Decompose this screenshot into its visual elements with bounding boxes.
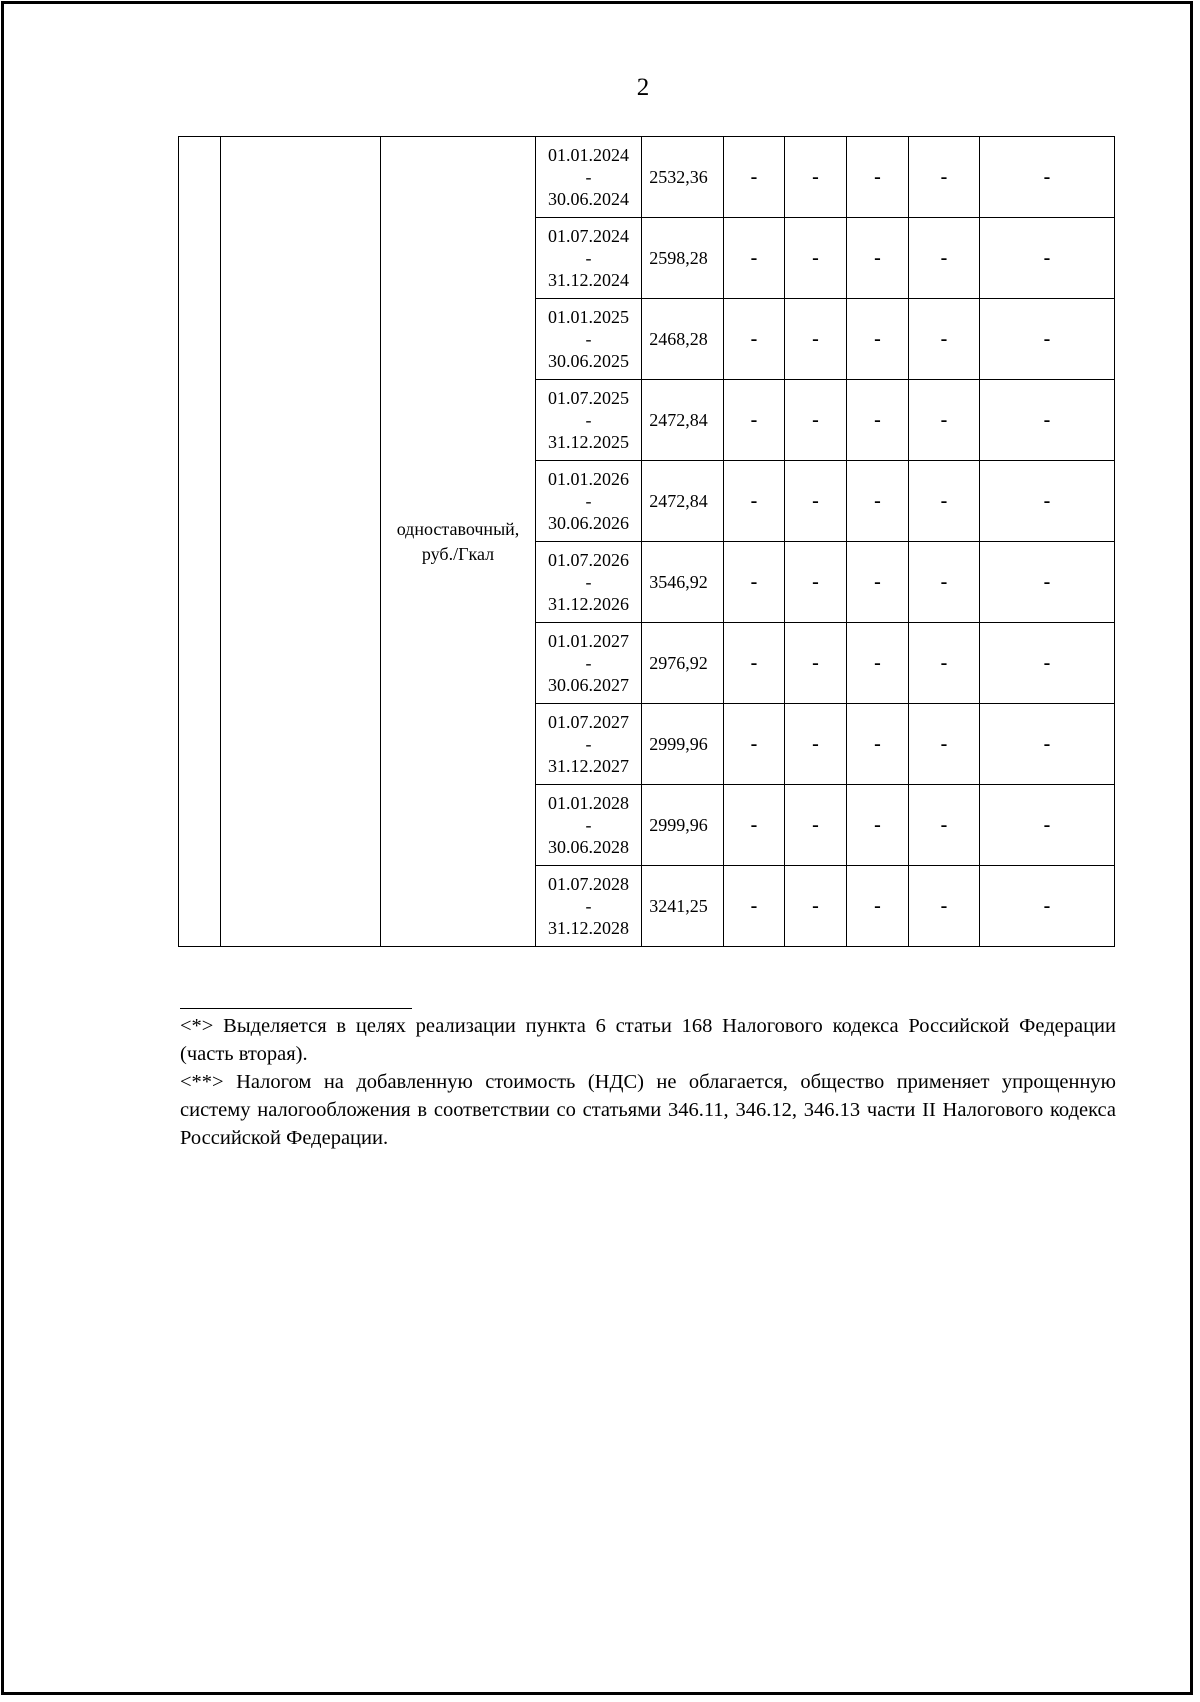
period-end: 30.06.2024 bbox=[548, 189, 629, 209]
empty-value-cell: - bbox=[909, 137, 980, 218]
empty-value-cell: - bbox=[909, 704, 980, 785]
empty-value-cell: - bbox=[724, 218, 785, 299]
period-sep: - bbox=[585, 572, 592, 592]
period-start: 01.07.2024 bbox=[548, 226, 629, 246]
period-cell bbox=[536, 623, 642, 704]
empty-value-cell: - bbox=[909, 785, 980, 866]
empty-value-cell: - bbox=[785, 704, 847, 785]
period-sep: - bbox=[585, 410, 592, 430]
tariff-table-body bbox=[179, 137, 1115, 947]
empty-value-cell: - bbox=[785, 623, 847, 704]
empty-value-cell: - bbox=[724, 137, 785, 218]
empty-value-cell: - bbox=[847, 218, 909, 299]
footnote-vat-exempt: <**> Налогом на добавленную стоимость (НДС) не облагается, общество применяет упрощенную систему налогообложения в соответствии со статьями 346.11, 346.12, 346.13 части II Налогового кодекса Российской Федерации. bbox=[180, 1071, 1116, 1149]
period-cell bbox=[536, 299, 642, 380]
empty-value-cell: - bbox=[847, 299, 909, 380]
period-start: 01.07.2027 bbox=[548, 712, 629, 732]
empty-value-cell: - bbox=[847, 542, 909, 623]
footnote-divider bbox=[180, 1008, 412, 1009]
empty-value-cell: - bbox=[847, 461, 909, 542]
period-sep: - bbox=[585, 896, 592, 916]
empty-value-cell: - bbox=[847, 137, 909, 218]
empty-value-cell: - bbox=[847, 785, 909, 866]
empty-value-cell: - bbox=[785, 866, 847, 947]
period-cell bbox=[536, 785, 642, 866]
empty-value-cell: - bbox=[724, 785, 785, 866]
empty-value-cell: - bbox=[724, 704, 785, 785]
tariff-value-cell: 2472,84 bbox=[642, 380, 724, 461]
empty-value-cell: - bbox=[724, 380, 785, 461]
period-sep: - bbox=[585, 491, 592, 511]
tariff-value-cell: 3546,92 bbox=[642, 542, 724, 623]
empty-value-cell: - bbox=[785, 218, 847, 299]
tariff-table bbox=[178, 136, 1115, 947]
period-sep: - bbox=[585, 248, 592, 268]
empty-value-cell: - bbox=[980, 380, 1115, 461]
footnotes bbox=[180, 1012, 1116, 1152]
empty-value-cell: - bbox=[785, 542, 847, 623]
period-cell bbox=[536, 218, 642, 299]
row-number-cell bbox=[179, 137, 221, 947]
empty-value-cell: - bbox=[980, 866, 1115, 947]
empty-value-cell: - bbox=[980, 137, 1115, 218]
empty-value-cell: - bbox=[785, 461, 847, 542]
tariff-unit-line: руб./Гкал bbox=[421, 543, 495, 564]
tariff-value-cell: 2976,92 bbox=[642, 623, 724, 704]
period-end: 30.06.2025 bbox=[548, 351, 629, 371]
period-start: 01.01.2026 bbox=[548, 469, 629, 489]
empty-value-cell: - bbox=[980, 461, 1115, 542]
period-end: 31.12.2026 bbox=[548, 594, 629, 614]
empty-value-cell: - bbox=[909, 866, 980, 947]
tariff-value-cell: 2999,96 bbox=[642, 704, 724, 785]
empty-value-cell: - bbox=[785, 137, 847, 218]
empty-value-cell: - bbox=[785, 380, 847, 461]
organization-cell bbox=[221, 137, 381, 947]
period-sep: - bbox=[585, 734, 592, 754]
empty-value-cell: - bbox=[847, 380, 909, 461]
footnote-vat-allocation: <*> Выделяется в целях реализации пункта 6 статьи 168 Налогового кодекса Российской Федерации (часть вторая). bbox=[180, 1015, 1116, 1065]
period-cell bbox=[536, 461, 642, 542]
tariff-unit-line: одноставочный, bbox=[396, 518, 520, 539]
period-end: 31.12.2025 bbox=[548, 432, 629, 452]
empty-value-cell: - bbox=[980, 623, 1115, 704]
period-start: 01.07.2028 bbox=[548, 874, 629, 894]
period-end: 30.06.2027 bbox=[548, 675, 629, 695]
period-end: 31.12.2024 bbox=[548, 270, 629, 290]
tariff-row bbox=[179, 137, 1115, 218]
empty-value-cell: - bbox=[847, 866, 909, 947]
period-end: 31.12.2027 bbox=[548, 756, 629, 776]
tariff-value-cell: 2598,28 bbox=[642, 218, 724, 299]
empty-value-cell: - bbox=[980, 299, 1115, 380]
period-start: 01.07.2025 bbox=[548, 388, 629, 408]
tariff-value-cell: 3241,25 bbox=[642, 866, 724, 947]
empty-value-cell: - bbox=[980, 704, 1115, 785]
period-start: 01.01.2024 bbox=[548, 145, 629, 165]
page-number: 2 bbox=[636, 74, 650, 101]
empty-value-cell: - bbox=[847, 704, 909, 785]
period-end: 30.06.2026 bbox=[548, 513, 629, 533]
period-sep: - bbox=[585, 167, 592, 187]
period-cell bbox=[536, 380, 642, 461]
empty-value-cell: - bbox=[909, 542, 980, 623]
tariff-value-cell: 2532,36 bbox=[642, 137, 724, 218]
empty-value-cell: - bbox=[724, 623, 785, 704]
empty-value-cell: - bbox=[724, 866, 785, 947]
empty-value-cell: - bbox=[724, 299, 785, 380]
empty-value-cell: - bbox=[980, 542, 1115, 623]
period-start: 01.01.2025 bbox=[548, 307, 629, 327]
period-sep: - bbox=[585, 815, 592, 835]
empty-value-cell: - bbox=[909, 299, 980, 380]
empty-value-cell: - bbox=[909, 218, 980, 299]
period-start: 01.07.2026 bbox=[548, 550, 629, 570]
period-cell bbox=[536, 704, 642, 785]
empty-value-cell: - bbox=[724, 542, 785, 623]
empty-value-cell: - bbox=[785, 299, 847, 380]
empty-value-cell: - bbox=[724, 461, 785, 542]
empty-value-cell: - bbox=[785, 785, 847, 866]
tariff-value-cell: 2468,28 bbox=[642, 299, 724, 380]
period-cell bbox=[536, 866, 642, 947]
period-cell bbox=[536, 542, 642, 623]
period-start: 01.01.2027 bbox=[548, 631, 629, 651]
tariff-value-cell: 2472,84 bbox=[642, 461, 724, 542]
period-sep: - bbox=[585, 329, 592, 349]
empty-value-cell: - bbox=[909, 461, 980, 542]
empty-value-cell: - bbox=[980, 218, 1115, 299]
tariff-value-cell: 2999,96 bbox=[642, 785, 724, 866]
period-end: 30.06.2028 bbox=[548, 837, 629, 857]
empty-value-cell: - bbox=[980, 785, 1115, 866]
period-start: 01.01.2028 bbox=[548, 793, 629, 813]
period-sep: - bbox=[585, 653, 592, 673]
period-cell bbox=[536, 137, 642, 218]
empty-value-cell: - bbox=[909, 380, 980, 461]
period-end: 31.12.2028 bbox=[548, 918, 629, 938]
tariff-unit-cell bbox=[381, 137, 536, 947]
empty-value-cell: - bbox=[909, 623, 980, 704]
empty-value-cell: - bbox=[847, 623, 909, 704]
